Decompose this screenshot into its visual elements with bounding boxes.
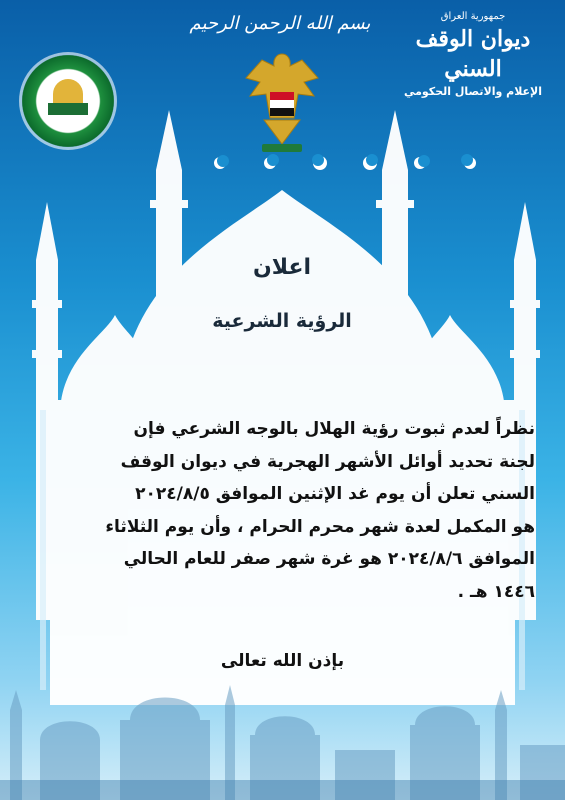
country-name: جمهورية العراق: [440, 11, 506, 22]
body-line: الموافق ٢٠٢٤/٨/٦ هو غرة شهر صفر للعام الحالي: [123, 549, 535, 569]
closing-phrase: بإذن الله تعالى: [220, 651, 345, 671]
department-name: الإعلام والاتصال الحكومي: [403, 85, 543, 98]
organization-header: [393, 10, 553, 100]
announcement-title: اعلان: [252, 255, 312, 280]
crescent-moons-decoration: [200, 148, 520, 178]
mosque-skyline-decoration: [0, 680, 565, 800]
body-line: السني تعلن أن يوم غد الإثنين الموافق ٢٠٢٤/٨/٥: [135, 484, 535, 504]
body-line: نظراً لعدم ثبوت رؤية الهلال بالوجه الشرعي فإن: [133, 419, 535, 439]
bismillah-calligraphy: بسم الله الرحمن الرحيم: [189, 13, 371, 34]
announcement-body: [30, 413, 535, 608]
iraq-eagle-emblem-icon: [240, 48, 324, 158]
announcement-subtitle: الرؤية الشرعية: [212, 310, 352, 332]
body-line: هو المكمل لعدة شهر محرم الحرام ، وأن يوم الثلاثاء: [105, 516, 535, 537]
diwan-waqf-logo-icon: [22, 55, 114, 147]
body-line: ١٤٤٦ هـ .: [457, 581, 535, 602]
organization-name: ديوان الوقف السني: [415, 26, 531, 82]
body-line: لجنة تحديد أوائل الأشهر الهجرية في ديوان الوقف: [120, 451, 535, 472]
